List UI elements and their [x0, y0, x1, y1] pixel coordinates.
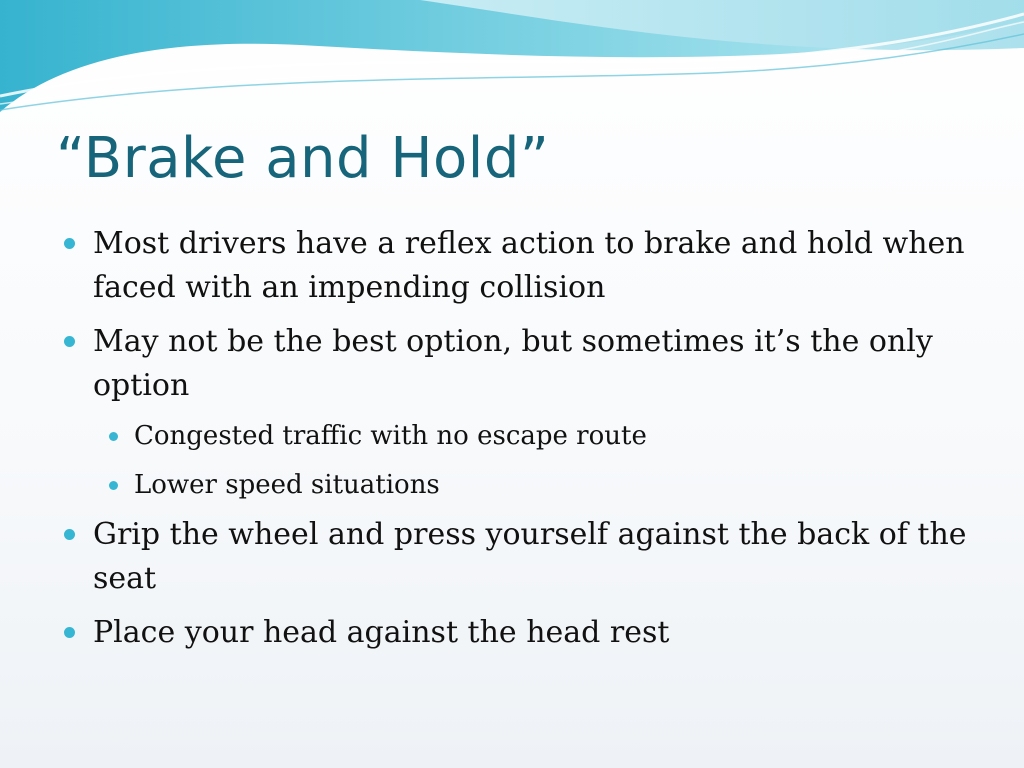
bullet-item: [62, 222, 992, 310]
sub-bullet-item: [93, 463, 992, 507]
bullet-item: [62, 513, 992, 601]
sub-bullet-text: Congested traffic with no escape route: [134, 421, 647, 451]
sub-bullet-dot-icon: [109, 432, 118, 441]
slide-title: “Brake and Hold”: [56, 126, 550, 191]
bullet-text: Place your head against the head rest: [93, 615, 670, 650]
bullet-dot-icon: [64, 238, 75, 249]
bullet-item: [62, 611, 992, 655]
header-wave-decoration: [0, 0, 1024, 120]
bullet-dot-icon: [64, 336, 75, 347]
sub-bullet-item: [93, 414, 992, 458]
bullet-dot-icon: [64, 529, 75, 540]
sub-bullet-dot-icon: [109, 481, 118, 490]
bullet-text: Most drivers have a reflex action to brake and hold when faced with an impending collision: [93, 226, 965, 305]
bullet-dot-icon: [64, 627, 75, 638]
bullet-text: May not be the best option, but sometimes it’s the only option: [93, 324, 933, 403]
bullet-list: [62, 222, 992, 665]
bullet-text: Grip the wheel and press yourself against the back of the seat: [93, 517, 967, 596]
bullet-item: [62, 320, 992, 507]
sub-bullet-text: Lower speed situations: [134, 470, 440, 500]
